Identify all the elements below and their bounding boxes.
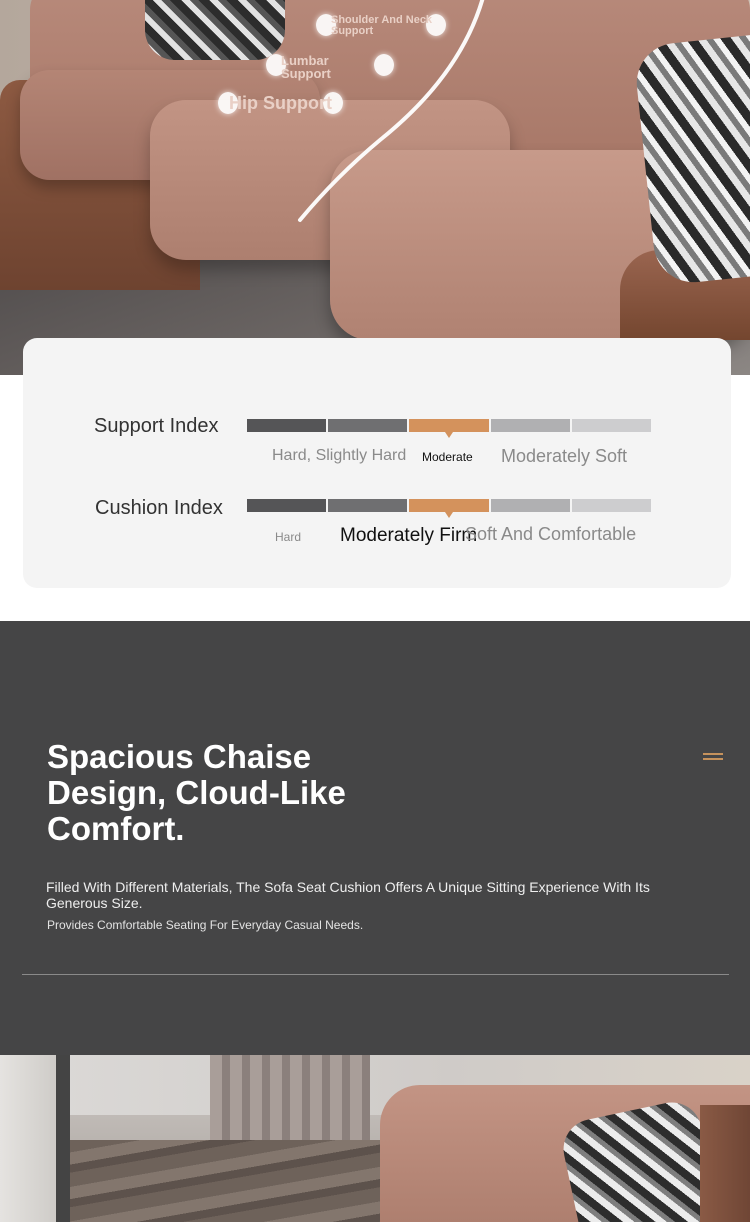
- cushion-index-scale: [247, 499, 651, 512]
- scale-segment: [572, 499, 651, 512]
- lumbar-support-label: Lumbar Support: [281, 53, 331, 81]
- cushion-index-label: Cushion Index: [95, 497, 223, 519]
- hero-image: [0, 0, 750, 375]
- support-index-scale: [247, 419, 651, 432]
- scale-tick-selected: Moderately Firm: [340, 525, 478, 546]
- hip-support-label: Hip Support: [229, 93, 332, 113]
- throw-pillow: [145, 0, 285, 60]
- menu-icon-line: [703, 753, 723, 755]
- scale-tick-label: Hard, Slightly Hard: [272, 447, 407, 464]
- scale-tick-label: Hard: [275, 530, 302, 544]
- product-photo: [0, 1055, 750, 1222]
- feature-section: [0, 621, 750, 1055]
- sofa-arm: [700, 1105, 750, 1222]
- scale-segment: [247, 499, 326, 512]
- scale-tick-label: Moderately Soft: [501, 446, 628, 466]
- scale-segment-selected: [409, 419, 488, 432]
- scale-segment: [491, 419, 570, 432]
- scale-segment: [328, 499, 407, 512]
- index-card: [23, 338, 731, 588]
- support-index-label: Support Index: [94, 415, 219, 437]
- menu-icon[interactable]: [703, 749, 725, 763]
- feature-description: Filled With Different Materials, The Sofa Seat Cushion Offers A Unique Sitting Experience With Its Generous Size.: [46, 879, 650, 911]
- scale-segment: [247, 419, 326, 432]
- divider: [22, 974, 729, 975]
- feature-title: Spacious Chaise Design, Cloud-Like Comfort.: [47, 738, 346, 847]
- scale-segment: [328, 419, 407, 432]
- scale-segment-selected: [409, 499, 488, 512]
- scale-segment: [491, 499, 570, 512]
- support-point-dot: [374, 54, 394, 76]
- scale-tick-selected: Moderate: [422, 450, 473, 464]
- scale-segment: [572, 419, 651, 432]
- menu-icon-line: [703, 758, 723, 760]
- feature-subtext: Provides Comfortable Seating For Everyday Casual Needs.: [47, 918, 364, 932]
- scale-tick-label: Soft And Comfortable: [465, 524, 637, 544]
- shoulder-support-label: Shoulder And Neck Support: [331, 14, 433, 37]
- room-pillar-edge: [56, 1055, 70, 1222]
